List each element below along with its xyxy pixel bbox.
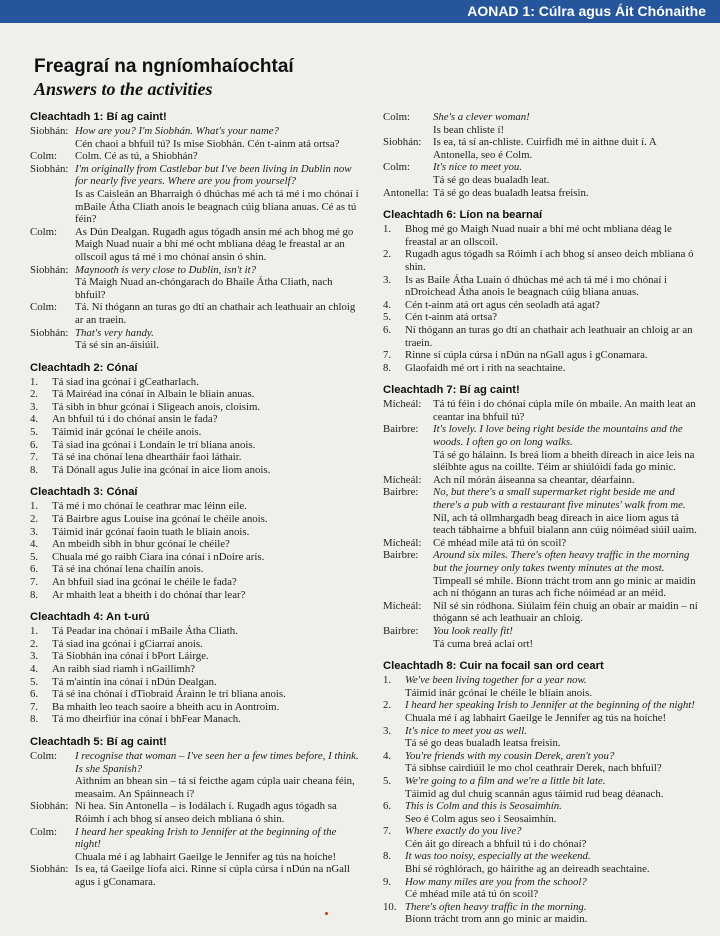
item-number: 5.: [383, 311, 392, 324]
english-line: Around six miles. There's often heavy traffic in the morning but the journey only takes twenty minutes at the most.: [433, 549, 690, 574]
page-subtitle: Answers to the activities: [34, 79, 213, 99]
answer-text: Tá Peadar ina chónaí i mBaile Átha Cliath.: [52, 625, 238, 638]
answer-item: [30, 676, 360, 689]
speaker-name: Colm:: [30, 749, 57, 762]
answer-text: [405, 699, 701, 724]
english-line: I'm originally from Castlebar but I've been living in Dublin now for nearly five years. Where are you from yourself?: [75, 162, 352, 188]
answer-text: Is as Baile Átha Luain ó dhúchas mé ach tá mé i mo chónaí i nDroichead Átha anois le beagnach cúig bliana anuas.: [405, 273, 668, 299]
section-cleachtadh-1: [30, 111, 360, 352]
irish-line: Tá Maigh Nuad an-chóngarach do Bhaile Átha Cliath, nach bhfuil?: [75, 276, 333, 301]
irish-line: Tá sibhse cairdiúil le mo chol ceathrair Derek, nach bhfuil?: [405, 762, 662, 775]
speaker-name: Siobhán:: [383, 136, 422, 149]
section-cleachtadh-5-continued: [383, 111, 701, 199]
speaker-name: Colm:: [30, 825, 57, 838]
answer-item: [30, 551, 360, 564]
answer-text: Cén t-ainm atá ort agus cén seoladh atá agat?: [405, 298, 600, 311]
answer-item: [383, 274, 701, 299]
dialogue-line: [30, 863, 360, 888]
section-cleachtadh-5: [30, 736, 360, 889]
dialogue-text: [433, 486, 701, 536]
irish-line: As Dún Dealgan. Rugadh agus tógadh ansin mé ach bhog mé go Maigh Nuad nuair a bhí mé ocht mbliana déag le freastal ar an ollscoil agus tá mé i mo chónaí ansin ó shin.: [75, 225, 354, 263]
speaker-name: Siobhán:: [30, 863, 69, 876]
english-line: That's very handy.: [75, 326, 154, 339]
dialogue-line: [30, 264, 360, 302]
answer-item: [383, 825, 701, 850]
answer-item: [30, 625, 360, 638]
irish-line: Tá sé go deas bualadh leatsa freisin.: [433, 186, 589, 199]
answer-text: Tá sé ina chónaí lena dheartháir faoi láthair.: [52, 451, 242, 464]
answer-item: [30, 638, 360, 651]
section-cleachtadh-2: [30, 362, 360, 477]
section-heading: Cleachtadh 1: Bí ag caint!: [30, 111, 167, 123]
irish-line: Timpeall sé mhíle. Bíonn trácht trom ann go minic ar maidin ach ní thógann an turas ach fiche nóiméad ar an méid.: [433, 574, 696, 600]
dialogue-line: [383, 549, 701, 599]
speaker-name: Bairbre:: [383, 423, 419, 436]
right-column: [383, 111, 701, 936]
irish-line: Seo é Colm agus seo í Seosaimhín.: [405, 812, 557, 825]
speaker-name: Colm:: [30, 150, 57, 163]
english-line: This is Colm and this is Seosaimhín.: [405, 800, 562, 813]
dialogue-line: [383, 486, 701, 536]
answer-text: Tá Mairéad ina cónaí in Albain le bliain anuas.: [52, 388, 255, 401]
dialogue-text: [75, 150, 360, 163]
answer-item: [383, 725, 701, 750]
irish-line: Cé mhéad míle atá tú ón scoil?: [433, 536, 567, 549]
answer-text: An bhfuil siad ina gcónaí le chéile le fada?: [52, 576, 237, 588]
item-number: 6.: [383, 323, 392, 336]
dialogue-line: [383, 423, 701, 473]
answer-text: An raibh siad riamh i nGaillimh?: [52, 662, 196, 675]
item-number: 4.: [30, 538, 39, 551]
section-heading: Cleachtadh 8: Cuir na focail san ord ceart: [383, 660, 604, 673]
item-number: 4.: [383, 749, 392, 762]
answer-text: Táimid inár gcónaí faoin tuath le bliain anois.: [52, 525, 250, 538]
answer-item: [30, 650, 360, 663]
answer-item: [383, 299, 701, 312]
answer-text: Tá siad ina gcónaí i gCiarraí anois.: [52, 637, 203, 650]
irish-line: Tá sé go deas bualadh leat.: [433, 173, 550, 186]
dialogue-line: [383, 161, 701, 186]
dialogue-line: [383, 187, 701, 200]
irish-line: Is as Caisleán an Bharraigh ó dhúchas mé ach tá mé i mo chónaí i mBaile Átha Cliath anois le beagnach cúig bliana anuas. Cé as tú féin?: [75, 187, 359, 226]
answer-item: [383, 775, 701, 800]
irish-line: Tá sé go deas bualadh leatsa freisin.: [405, 737, 561, 750]
answer-item: [30, 563, 360, 576]
answer-text: [405, 775, 701, 800]
english-line: We've been living together for a year now.: [405, 674, 587, 687]
item-number: 2.: [30, 388, 39, 401]
irish-line: Tá cuma breá aclaí ort!: [433, 637, 534, 650]
irish-line: Chuala mé í ag labhairt Gaeilge le Jennifer ag tús na hoíche!: [75, 850, 337, 863]
item-number: 1.: [383, 223, 392, 236]
irish-line: Bíonn trácht trom ann go minic ar maidin.: [405, 913, 588, 926]
speaker-name: Colm:: [383, 111, 410, 123]
answer-item: [30, 713, 360, 726]
section-cleachtadh-7: [383, 384, 701, 650]
section-heading: Cleachtadh 2: Cónaí: [30, 361, 138, 374]
dialogue-line: [30, 800, 360, 825]
speaker-name: Mícheál:: [383, 473, 422, 486]
answer-text: [405, 825, 701, 850]
speaker-name: Colm:: [383, 161, 410, 174]
item-number: 5.: [30, 426, 39, 439]
dialogue-text: [433, 549, 701, 599]
answer-item: [30, 500, 360, 513]
english-line: There's often heavy traffic in the morning.: [405, 900, 587, 913]
dialogue-text: [75, 750, 360, 800]
english-line: She's a clever woman!: [433, 111, 530, 123]
speaker-name: Bairbre:: [383, 486, 419, 499]
speaker-name: Siobhán:: [30, 263, 69, 276]
speaker-name: Bairbre:: [383, 624, 419, 637]
answer-item: [30, 413, 360, 426]
answer-text: Glaofaidh mé ort i rith na seachtaine.: [405, 361, 566, 374]
answer-item: [30, 576, 360, 589]
item-number: 1.: [30, 500, 39, 513]
answer-text: Tá Bairbre agus Louise ina gcónaí le chéile anois.: [52, 513, 268, 526]
answer-item: [383, 800, 701, 825]
answer-item: [30, 701, 360, 714]
dialogue-line: [30, 163, 360, 226]
dialogue-text: [75, 863, 360, 888]
item-number: 5.: [383, 774, 392, 787]
item-number: 6.: [30, 438, 39, 451]
section-cleachtadh-8: [383, 660, 701, 926]
answer-item: [30, 451, 360, 464]
dialogue-text: [433, 187, 701, 200]
item-number: 2.: [30, 637, 39, 650]
answer-text: Tá siad ina gcónaí i gCeatharlach.: [52, 375, 199, 388]
answer-item: [383, 699, 701, 724]
irish-line: Tá tú féin i do chónaí cúpla míle ón mbaile. An maith leat an ceantar ina bhfuil tú?: [433, 398, 696, 423]
item-number: 2.: [30, 513, 39, 526]
item-number: 2.: [383, 699, 392, 712]
answer-text: Tá mo dheirfiúr ina cónaí i bhFear Manach.: [52, 713, 241, 726]
dialogue-text: [433, 625, 701, 650]
irish-line: Tá sé sin an-áisiúil.: [75, 339, 159, 352]
answer-item: [30, 513, 360, 526]
answer-text: Tá sé ina chónaí i dTiobraid Árainn le trí bliana anois.: [52, 688, 286, 701]
dialogue-line: [30, 150, 360, 163]
page-mark: [325, 912, 328, 915]
answer-text: Tá sibh in bhur gcónaí i Sligeach anois, cloisim.: [52, 400, 261, 413]
dialogue-text: [75, 163, 360, 226]
answer-text: Ar mhaith leat a bheith i do chónaí thar lear?: [52, 588, 246, 601]
speaker-name: Mícheál:: [383, 398, 422, 411]
speaker-name: Mícheál:: [383, 599, 422, 612]
dialogue-line: [30, 327, 360, 352]
answer-item: [383, 349, 701, 362]
english-line: It's nice to meet you.: [433, 161, 522, 174]
dialogue-line: [383, 474, 701, 487]
item-number: 8.: [383, 850, 392, 863]
item-number: 4.: [30, 662, 39, 675]
answer-item: [383, 248, 701, 273]
answer-item: [383, 324, 701, 349]
irish-line: Níl, ach tá ollmhargadh beag díreach in aice liom agus tá teach tábhairne a bhfuil bialann ann cúig nóiméad siúil uaim.: [433, 511, 697, 537]
section-cleachtadh-4: [30, 611, 360, 726]
answer-item: [30, 526, 360, 539]
irish-line: Aithním an bhean sin – tá sí feicthe agam cúpla uair cheana féin, measaim. An Spáinneach í?: [75, 775, 355, 800]
item-number: 4.: [383, 298, 392, 311]
english-line: How many miles are you from the school?: [405, 875, 587, 888]
irish-line: Tá sé go hálainn. Is breá liom a bheith díreach in aice leis na sléibhte agus na coillte. Téim ar shiúlóidí fada go minic.: [433, 448, 695, 474]
section-heading: Cleachtadh 4: An t-urú: [30, 611, 150, 624]
english-line: You're friends with my cousin Derek, aren't you?: [405, 749, 615, 762]
irish-line: Chuala mé í ag labhairt Gaeilge le Jennifer ag tús na hoíche!: [405, 711, 667, 724]
dialogue-text: [75, 264, 360, 302]
english-line: We're going to a film and we're a little bit late.: [405, 774, 606, 787]
answer-text: Tá siad ina gcónaí i Londain le trí bliana anois.: [52, 438, 256, 451]
section-heading: Cleachtadh 3: Cónaí: [30, 486, 138, 499]
page-title: Freagraí na ngníomhaíochtaí: [34, 56, 294, 77]
irish-line: Cé mhéad míle atá tú ón scoil?: [405, 888, 539, 901]
dialogue-text: [75, 226, 360, 264]
item-number: 8.: [30, 588, 39, 601]
answer-item: [30, 688, 360, 701]
answer-text: Bhog mé go Maigh Nuad nuair a bhí mé ocht mbliana déag le freastal ar an ollscoil.: [405, 223, 672, 248]
irish-line: Cén chaoi a bhfuil tú? Is mise Siobhán. Cén t-ainm atá ortsa?: [75, 137, 340, 150]
dialogue-text: [433, 600, 701, 625]
answer-text: Tá mé i mo chónaí le ceathrar mac léinn eile.: [52, 500, 247, 513]
answer-text: Tá m'aintín ina cónaí i nDún Dealgan.: [52, 675, 217, 688]
item-number: 8.: [383, 361, 392, 374]
item-number: 3.: [30, 650, 39, 663]
item-number: 7.: [30, 451, 39, 464]
dialogue-line: [383, 537, 701, 550]
item-number: 7.: [30, 576, 39, 588]
answer-item: [30, 439, 360, 452]
item-number: 3.: [30, 525, 39, 538]
answer-text: [405, 750, 701, 775]
irish-line: Bhí sé róghlórach, go háirithe ag an deireadh seachtaine.: [405, 863, 650, 876]
english-line: It was too noisy, especially at the weekend.: [405, 850, 591, 863]
speaker-name: Siobhán:: [30, 125, 69, 137]
answer-item: [383, 223, 701, 248]
irish-line: Táimid inár gcónaí le chéile le bliain anois.: [405, 686, 593, 699]
dialogue-line: [30, 226, 360, 264]
item-number: 6.: [30, 563, 39, 576]
speaker-name: Mícheál:: [383, 536, 422, 549]
item-number: 7.: [30, 700, 39, 713]
dialogue-text: [433, 136, 701, 161]
dialogue-text: [433, 111, 701, 136]
english-line: It's lovely. I love being right beside the mountains and the woods. I often go on long walks.: [433, 423, 683, 449]
dialogue-text: [75, 800, 360, 825]
item-number: 4.: [30, 413, 39, 426]
english-line: I recognise that woman – I've seen her a few times before, I think. Is she Spanish?: [75, 749, 359, 775]
answer-item: [383, 850, 701, 875]
left-column: [30, 111, 360, 898]
dialogue-text: [433, 537, 701, 550]
item-number: 5.: [30, 675, 39, 688]
speaker-name: Antonella:: [383, 186, 429, 199]
item-number: 7.: [383, 825, 392, 838]
english-line: It's nice to meet you as well.: [405, 724, 527, 737]
answer-text: Rinne sí cúpla cúrsa i nDún na nGall agus i gConamara.: [405, 349, 648, 362]
answer-text: [405, 850, 701, 875]
dialogue-line: [30, 826, 360, 864]
answer-item: [30, 401, 360, 414]
item-number: 9.: [383, 875, 392, 888]
answer-text: Táimid inár gcónaí le chéile anois.: [52, 426, 202, 439]
irish-line: Cén áit go díreach a bhfuil tú i do chónaí?: [405, 837, 587, 850]
answer-text: Ba mhaith leo teach saoire a bheith acu in Aontroim.: [52, 700, 280, 713]
item-number: 1.: [30, 625, 39, 638]
dialogue-text: [433, 423, 701, 473]
item-number: 1.: [383, 674, 392, 687]
answer-item: [30, 663, 360, 676]
unit-header-bar: [0, 0, 720, 23]
dialogue-text: [75, 301, 360, 326]
item-number: 6.: [30, 688, 39, 701]
speaker-name: Colm:: [30, 301, 57, 314]
answer-item: [30, 589, 360, 602]
dialogue-text: [433, 474, 701, 487]
speaker-name: Colm:: [30, 225, 57, 238]
answer-text: Ní thógann an turas go dtí an chathair ach leathuair an chloig ar an traein.: [405, 323, 693, 349]
speaker-name: Bairbre:: [383, 549, 419, 562]
answer-item: [383, 362, 701, 375]
answer-text: Rugadh agus tógadh sa Róimh í ach bhog sí anseo deich mbliana ó shin.: [405, 248, 694, 273]
dialogue-line: [30, 125, 360, 150]
answer-item: [383, 901, 701, 926]
english-line: No, but there's a small supermarket right beside me and there's a pub with a restaurant five minutes' walk from me.: [433, 486, 686, 512]
section-cleachtadh-3: [30, 486, 360, 601]
item-number: 6.: [383, 800, 392, 813]
item-number: 3.: [30, 400, 39, 413]
speaker-name: Siobhán:: [30, 162, 69, 175]
item-number: 3.: [383, 724, 392, 737]
english-line: Where exactly do you live?: [405, 825, 522, 838]
irish-line: Tá. Ní thógann an turas go dtí an chathair ach leathuair an chloig ar an traein.: [75, 301, 356, 326]
dialogue-line: [383, 136, 701, 161]
answer-item: [383, 311, 701, 324]
unit-title: AONAD 1: Cúlra agus Áit Chónaithe: [467, 3, 706, 19]
answer-text: [405, 876, 701, 901]
english-line: I heard her speaking Irish to Jennifer at the beginning of the night!: [405, 699, 695, 712]
dialogue-text: [75, 327, 360, 352]
answer-text: Tá sé ina chónaí lena chailín anois.: [52, 563, 204, 576]
english-line: I heard her speaking Irish to Jennifer at the beginning of the night!: [75, 825, 337, 851]
item-number: 2.: [383, 248, 392, 261]
answer-item: [383, 750, 701, 775]
item-number: 7.: [383, 349, 392, 362]
dialogue-line: [30, 301, 360, 326]
answer-item: [30, 464, 360, 477]
section-heading: Cleachtadh 5: Bí ag caint!: [30, 735, 167, 748]
answer-item: [383, 674, 701, 699]
irish-line: Ach níl mórán áiseanna sa cheantar, déarfainn.: [433, 473, 635, 486]
answer-text: An bhfuil tú i do chónaí ansin le fada?: [52, 413, 218, 426]
dialogue-line: [383, 600, 701, 625]
irish-line: Níl sé sin ródhona. Siúlaim féin chuig an obair ar maidin – ní thógann sé ach leathuair an chloig.: [433, 599, 698, 625]
answer-item: [30, 376, 360, 389]
irish-line: Táimid ag dul chuig scannán agus táimid rud beag déanach.: [405, 787, 664, 800]
irish-line: Is ea, tá sí an-chliste. Cuirfidh mé in aithne duit í. A Antonella, seo é Colm.: [433, 136, 657, 161]
answer-text: Tá Dónall agus Julie ina gcónaí in aice liom anois.: [52, 463, 271, 476]
dialogue-text: [433, 161, 701, 186]
speaker-name: Siobhán:: [30, 800, 69, 813]
item-number: 10.: [383, 900, 397, 913]
irish-line: Is bean chliste í!: [433, 123, 505, 136]
dialogue-text: [75, 125, 360, 150]
dialogue-line: [30, 750, 360, 800]
english-line: Maynooth is very close to Dublin, isn't it?: [75, 263, 257, 276]
answer-item: [383, 876, 701, 901]
section-heading: Cleachtadh 6: Líon na bearnaí: [383, 209, 543, 222]
answer-text: [405, 901, 701, 926]
answer-item: [30, 538, 360, 551]
dialogue-line: [383, 111, 701, 136]
answer-text: [405, 725, 701, 750]
answer-item: [30, 388, 360, 401]
english-line: How are you? I'm Siobhán. What's your name?: [75, 125, 279, 137]
irish-line: Is ea, tá Gaeilge líofa aici. Rinne sí cúpla cúrsa i nDún na nGall agus i gConamara.: [75, 863, 350, 888]
item-number: 3.: [383, 273, 392, 286]
irish-line: Colm. Cé as tú, a Shiobhán?: [75, 150, 198, 163]
answer-text: An mbeidh sibh in bhur gcónaí le chéile?: [52, 538, 230, 551]
irish-line: Ní hea. Sin Antonella – is Iodálach í. Rugadh agus tógadh sa Róimh í ach bhog sí anseo deich mbliana ó shin.: [75, 800, 337, 825]
item-number: 8.: [30, 463, 39, 476]
dialogue-text: [433, 398, 701, 423]
answer-text: Tá Siobhán ina cónaí i bPort Láirge.: [52, 650, 209, 663]
answer-text: Chuala mé go raibh Ciara ina cónaí i nDoire arís.: [52, 550, 265, 563]
answer-text: Cén t-ainm atá ortsa?: [405, 311, 498, 324]
dialogue-line: [383, 398, 701, 423]
item-number: 8.: [30, 713, 39, 726]
speaker-name: Siobhán:: [30, 326, 69, 339]
dialogue-text: [75, 826, 360, 864]
answer-text: [405, 800, 701, 825]
dialogue-line: [383, 625, 701, 650]
item-number: 1.: [30, 375, 39, 388]
answer-text: [405, 674, 701, 699]
item-number: 5.: [30, 550, 39, 563]
section-cleachtadh-6: [383, 209, 701, 374]
answer-item: [30, 426, 360, 439]
section-heading: Cleachtadh 7: Bí ag caint!: [383, 384, 520, 397]
english-line: You look really fit!: [433, 624, 513, 637]
